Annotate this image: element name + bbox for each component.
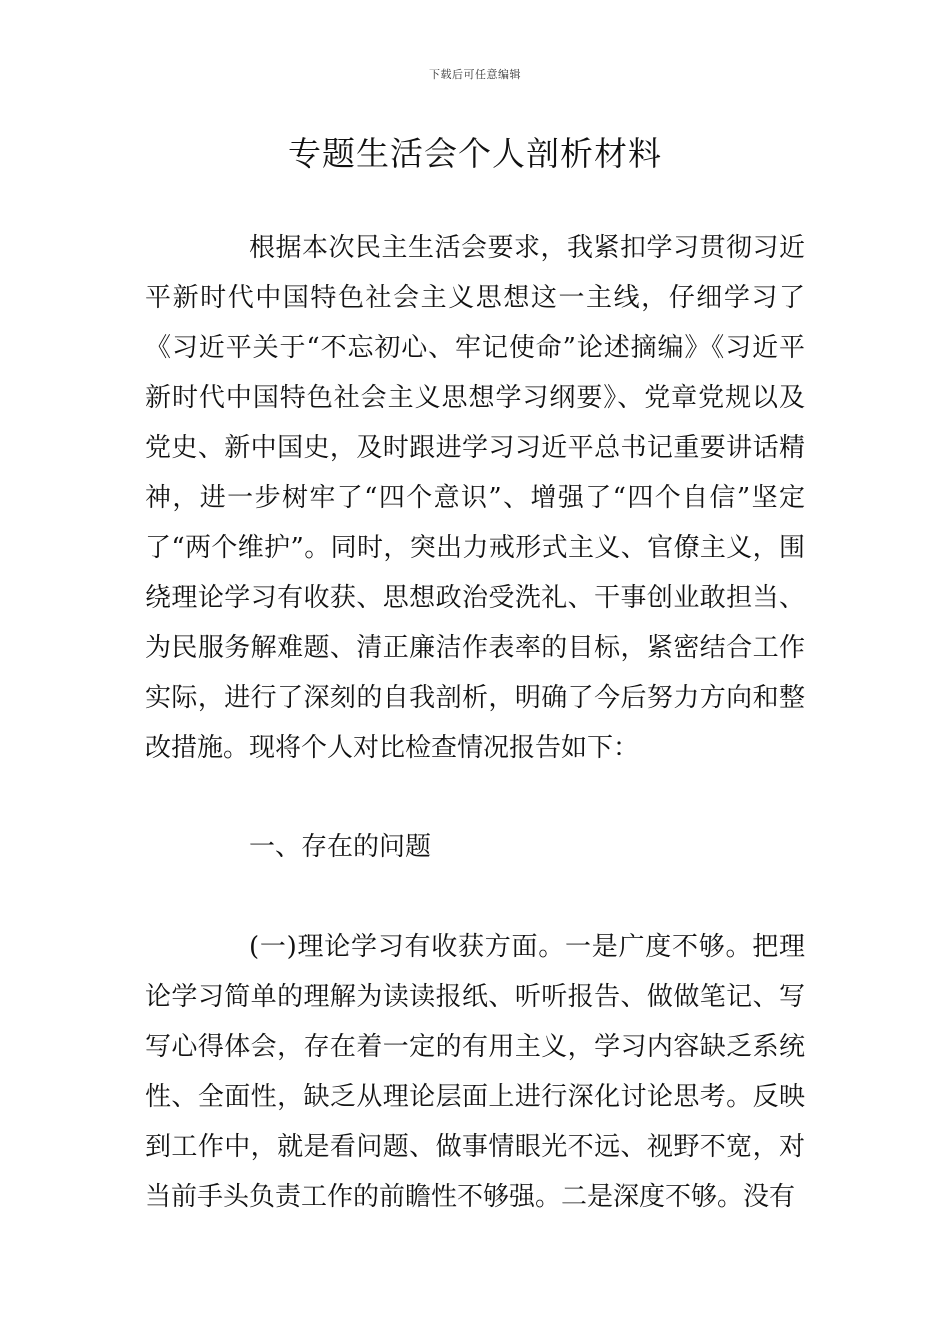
section-heading-problems: 一、存在的问题 (249, 832, 432, 862)
header-note: 下载后可任意编辑 (429, 68, 521, 81)
theory-study-paragraph: (一)理论学习有收获方面。一是广度不够。把理论学习简单的理解为读读报纸、听听报告、做做笔记、写写心得体会，存在着一定的有用主义，学习内容缺乏系统性、全面性，缺乏从理论层面上进行深化讨论思考。反映到工作中，就是看问题、做事情眼光不远、视野不宽，对当前手头负责工作的前瞻性不够强。二是深度不够。没有 (145, 932, 805, 1212)
document-title: 专题生活会个人剖析材料 (288, 134, 662, 173)
intro-paragraph: 根据本次民主生活会要求，我紧扣学习贯彻习近平新时代中国特色社会主义思想这一主线，仔细学习了《习近平关于“不忘初心、牢记使命”论述摘编》《习近平新时代中国特色社会主义思想学习纲要》、党章党规以及党史、新中国史，及时跟进学习习近平总书记重要讲话精神，进一步树牢了“四个意识”、增强了“四个自信”坚定了“两个维护”。同时，突出力戒形式主义、官僚主义，围绕理论学习有收获、思想政治受洗礼、干事创业敢担当、为民服务解难题、清正廉洁作表率的目标，紧密结合工作实际，进行了深刻的自我剖析，明确了今后努力方向和整改措施。现将个人对比检查情况报告如下： (145, 233, 805, 763)
